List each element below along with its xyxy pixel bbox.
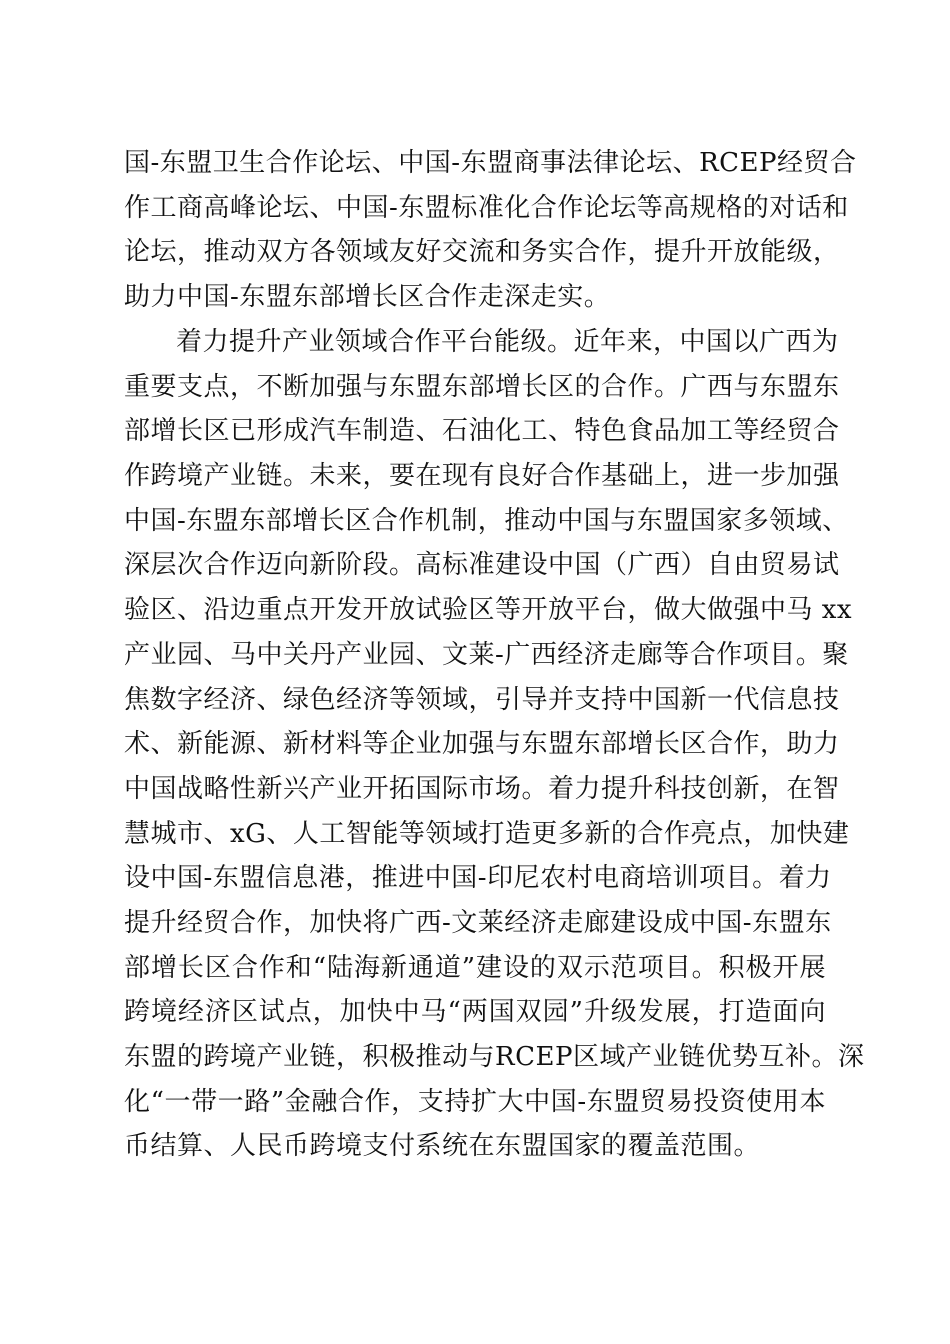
paragraph-2-line: 提升经贸合作，加快将广西-文莱经济走廊建设成中国-东盟东 xyxy=(124,907,832,938)
paragraph-1-line: 国-东盟卫生合作论坛、中国-东盟商事法律论坛、RCEP经贸合 xyxy=(124,148,857,178)
paragraph-2-line: 慧城市、xG、人工智能等领域打造更多新的合作亮点，加快建 xyxy=(124,818,850,849)
paragraph-2-line: 部增长区合作和“陆海新通道”建设的双示范项目。积极开展 xyxy=(124,952,826,983)
paragraph-2-line: 东盟的跨境产业链，积极推动与RCEP区域产业链优势互补。深 xyxy=(124,1042,865,1072)
paragraph-2-line: 验区、沿边重点开发开放试验区等开放平台，做大做强中马 xx xyxy=(124,595,853,626)
paragraph-2-line: 术、新能源、新材料等企业加强与东盟东部增长区合作，助力 xyxy=(124,729,840,760)
paragraph-1-line: 助力中国-东盟东部增长区合作走深走实。 xyxy=(124,282,611,313)
paragraph-2-line: 中国战略性新兴产业开拓国际市场。着力提升科技创新，在智 xyxy=(124,773,840,804)
paragraph-2-line: 着力提升产业领域合作平台能级。近年来，中国以广西为 xyxy=(176,327,839,357)
paragraph-2-line: 中国-东盟东部增长区合作机制，推动中国与东盟国家多领域、 xyxy=(124,505,849,536)
paragraph-2-line: 产业园、马中关丹产业园、文莱-广西经济走廊等合作项目。聚 xyxy=(124,639,849,670)
paragraph-1 xyxy=(124,141,857,320)
paragraph-2-line: 作跨境产业链。未来，要在现有良好合作基础上，进一步加强 xyxy=(124,461,840,492)
paragraph-2-line: 币结算、人民币跨境支付系统在东盟国家的覆盖范围。 xyxy=(124,1131,761,1162)
paragraph-2-line: 设中国-东盟信息港，推进中国-印尼农村电商培训项目。着力 xyxy=(124,863,832,894)
paragraph-2-line: 深层次合作迈向新阶段。高标准建设中国（广西）自由贸易试 xyxy=(124,550,840,581)
paragraph-2-line: 跨境经济区试点，加快中马“两国双园”升级发展，打造面向 xyxy=(124,997,826,1028)
paragraph-2-line: 部增长区已形成汽车制造、石油化工、特色食品加工等经贸合 xyxy=(124,416,840,447)
paragraph-1-line: 论坛，推动双方各领域友好交流和务实合作，提升开放能级， xyxy=(124,237,840,268)
paragraph-2-line: 化“一带一路”金融合作，支持扩大中国-东盟贸易投资使用本 xyxy=(124,1086,826,1117)
paragraph-1-line: 作工商高峰论坛、中国-东盟标准化合作论坛等高规格的对话和 xyxy=(124,192,849,223)
paragraph-2-line: 重要支点，不断加强与东盟东部增长区的合作。广西与东盟东 xyxy=(124,371,840,402)
paragraph-2 xyxy=(124,320,865,1169)
paragraph-2-line: 焦数字经济、绿色经济等领域，引导并支持中国新一代信息技 xyxy=(124,684,840,715)
